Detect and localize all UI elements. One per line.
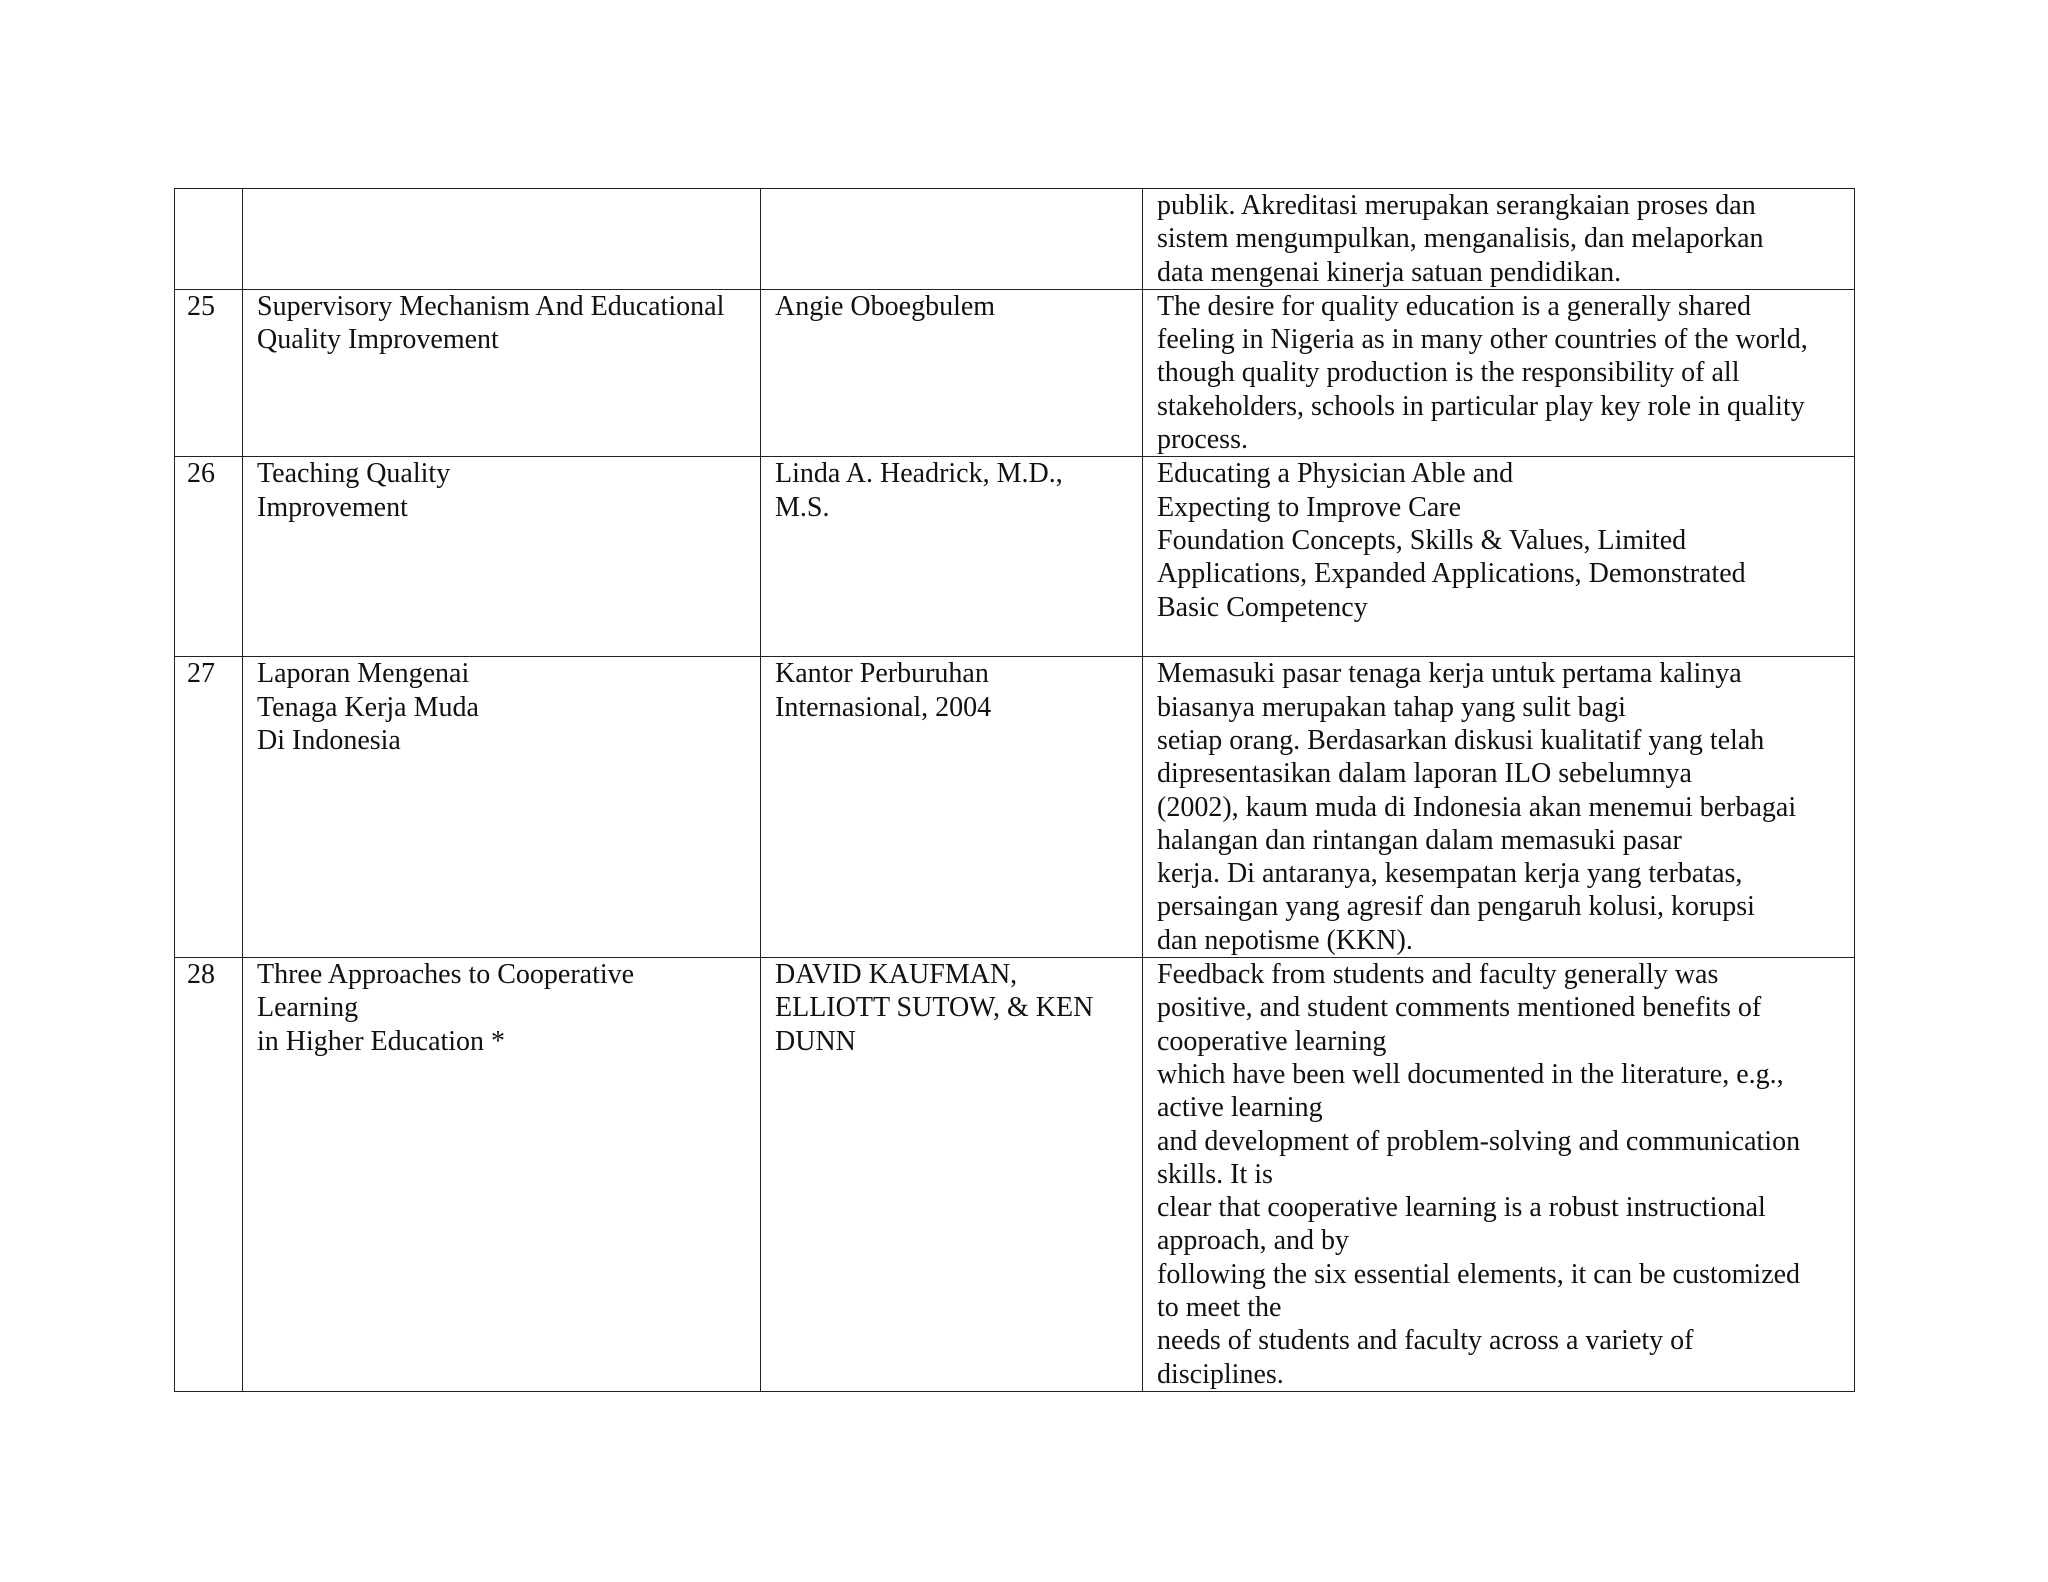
row-number-cell: 28 (175, 958, 243, 1392)
author-line: DUNN (775, 1025, 856, 1057)
summary-cell (1143, 457, 1855, 657)
summary-line: Feedback from students and faculty generally was (1157, 959, 1719, 991)
row-number-cell (175, 189, 243, 290)
summary-line: setiap orang. Berdasarkan diskusi kualitatif yang telah (1157, 724, 1765, 756)
summary-line: process. (1157, 424, 1248, 456)
summary-line: (2002), kaum muda di Indonesia akan menemui berbagai (1157, 791, 1797, 823)
summary-line: Expecting to Improve Care (1157, 491, 1462, 523)
summary-line: Foundation Concepts, Skills & Values, Limited (1157, 524, 1687, 556)
title-cell (243, 289, 761, 456)
summary-line: Educating a Physician Able and (1157, 458, 1514, 490)
table-row (175, 289, 1855, 456)
literature-review-table (174, 188, 1855, 1392)
summary-line: cooperative learning (1157, 1025, 1387, 1057)
table-row (175, 657, 1855, 958)
row-number-cell: 27 (175, 657, 243, 958)
title-cell (243, 189, 761, 290)
title-line: Quality Improvement (257, 324, 499, 356)
summary-line: following the six essential elements, it can be customized (1157, 1258, 1801, 1290)
summary-line: needs of students and faculty across a variety of (1157, 1325, 1694, 1357)
summary-line: dipresentasikan dalam laporan ILO sebelumnya (1157, 758, 1692, 790)
summary-cell (1143, 657, 1855, 958)
summary-line: The desire for quality education is a generally shared (1157, 290, 1751, 322)
summary-line: feeling in Nigeria as in many other countries of the world, (1157, 324, 1808, 356)
summary-cell (1143, 289, 1855, 456)
summary-line: disciplines. (1157, 1358, 1284, 1390)
author-line: DAVID KAUFMAN, (775, 959, 1018, 991)
summary-line: halangan dan rintangan dalam memasuki pasar (1157, 824, 1682, 856)
summary-line: active learning (1157, 1092, 1323, 1124)
summary-line: persaingan yang agresif dan pengaruh kolusi, korupsi (1157, 891, 1755, 923)
title-line: Tenaga Kerja Muda (257, 691, 479, 723)
summary-line: data mengenai kinerja satuan pendidikan. (1157, 256, 1622, 288)
summary-line: approach, and by (1157, 1225, 1350, 1257)
title-line: Learning (257, 992, 359, 1024)
author-cell (761, 657, 1143, 958)
summary-line: publik. Akreditasi merupakan serangkaian proses dan (1157, 190, 1756, 221)
table-row (175, 958, 1855, 1392)
row-number-cell: 25 (175, 289, 243, 456)
summary-line: though quality production is the responsibility of all (1157, 357, 1740, 389)
summary-line: Applications, Expanded Applications, Demonstrated (1157, 558, 1746, 590)
title-cell (243, 457, 761, 657)
summary-line: Memasuki pasar tenaga kerja untuk pertama kalinya (1157, 658, 1742, 690)
author-line: ELLIOTT SUTOW, & KEN (775, 992, 1094, 1024)
summary-cell (1143, 958, 1855, 1392)
summary-line: stakeholders, schools in particular play key role in quality (1157, 390, 1805, 422)
author-line: Kantor Perburuhan (775, 658, 989, 690)
author-line: Internasional, 2004 (775, 691, 992, 723)
author-line: Linda A. Headrick, M.D., (775, 458, 1063, 490)
author-cell (761, 189, 1143, 290)
summary-line: clear that cooperative learning is a robust instructional (1157, 1192, 1766, 1224)
summary-line: biasanya merupakan tahap yang sulit bagi (1157, 691, 1626, 723)
title-line: Supervisory Mechanism And Educational (257, 290, 725, 322)
author-cell (761, 457, 1143, 657)
row-number-cell: 26 (175, 457, 243, 657)
title-line: in Higher Education * (257, 1025, 506, 1057)
title-line: Teaching Quality (257, 458, 451, 490)
author-cell (761, 958, 1143, 1392)
table-row (175, 189, 1855, 290)
summary-line: skills. It is (1157, 1158, 1273, 1190)
summary-line: positive, and student comments mentioned benefits of (1157, 992, 1762, 1024)
summary-cell (1143, 189, 1855, 290)
author-line: M.S. (775, 491, 830, 523)
summary-line: to meet the (1157, 1292, 1282, 1324)
title-line: Three Approaches to Cooperative (257, 959, 635, 991)
author-line: Angie Oboegbulem (775, 290, 996, 322)
title-line: Di Indonesia (257, 724, 401, 756)
title-line: Improvement (257, 491, 408, 523)
title-cell (243, 657, 761, 958)
title-line: Laporan Mengenai (257, 658, 470, 690)
summary-line: Basic Competency (1157, 591, 1368, 623)
title-cell (243, 958, 761, 1392)
summary-line: dan nepotisme (KKN). (1157, 924, 1413, 956)
summary-line: and development of problem-solving and communication (1157, 1125, 1801, 1157)
table-row (175, 457, 1855, 657)
summary-line: kerja. Di antaranya, kesempatan kerja yang terbatas, (1157, 858, 1743, 890)
summary-line: sistem mengumpulkan, menganalisis, dan melaporkan (1157, 223, 1764, 255)
author-cell (761, 289, 1143, 456)
summary-line: which have been well documented in the literature, e.g., (1157, 1058, 1784, 1090)
